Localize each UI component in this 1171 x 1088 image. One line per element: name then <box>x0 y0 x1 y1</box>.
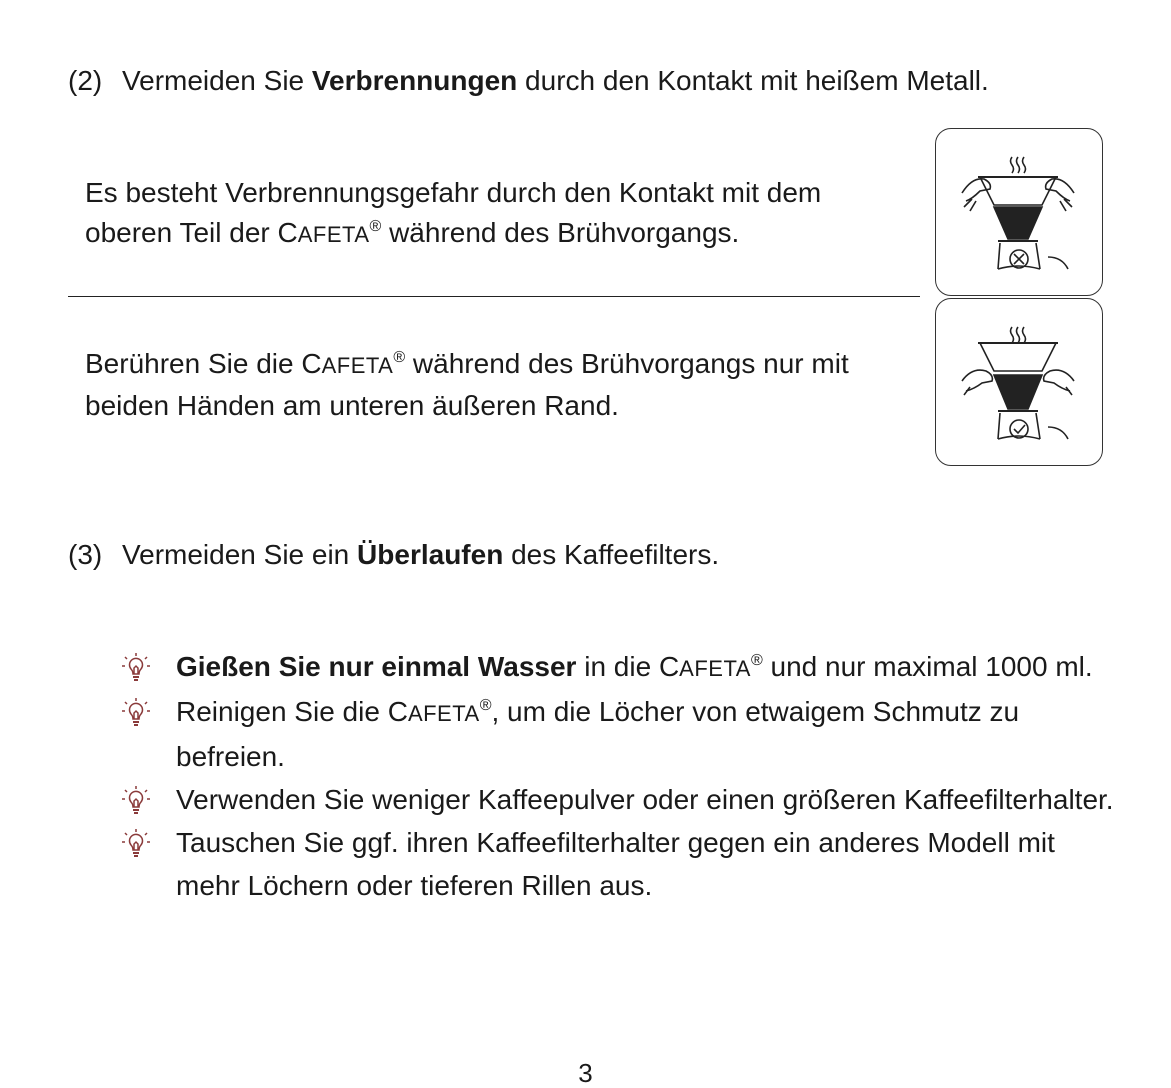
section-number: (3) <box>68 539 103 570</box>
overflow-tips-list <box>120 645 1120 907</box>
heading-text: Vermeiden Sie ein <box>122 539 358 570</box>
brand-name: CAFETA® <box>277 217 382 248</box>
brand-name: CAFETA® <box>387 696 492 727</box>
section-divider <box>68 296 920 297</box>
page-number: 3 <box>578 1058 593 1088</box>
instruction-text-start: Berühren Sie die <box>85 348 302 379</box>
wrong-grip-icon <box>935 128 1103 296</box>
tip-text: in die <box>576 651 659 682</box>
correct-grip-icon <box>935 298 1103 466</box>
instruction-text-end: während des Brühvorgangs nur mit beiden Händen am unteren äußeren Rand. <box>85 348 849 421</box>
heading-text-end: des Kaffeefilters. <box>503 539 720 570</box>
heading-emphasis: Verbrennungen <box>311 65 518 96</box>
tip-text-end: , um die Löcher von etwaigem Schmutz zu befreien. <box>176 696 1020 772</box>
tip-emphasis: Gießen Sie nur einmal Wasser <box>176 651 577 682</box>
tip-text-end: und nur maximal 1000 ml. <box>762 651 1093 682</box>
section-2-heading <box>68 64 989 98</box>
lightbulb-icon <box>120 784 152 816</box>
safe-handling-text <box>85 344 905 426</box>
section-number: (2) <box>68 65 103 96</box>
lightbulb-icon <box>120 696 152 728</box>
warning-text-end: während des Brühvorgangs. <box>381 217 740 248</box>
list-item <box>120 690 1120 778</box>
section-3-heading <box>68 538 719 572</box>
brand-name: CAFETA® <box>301 348 406 379</box>
list-item <box>120 645 1120 690</box>
warning-text-start: Es besteht Verbrennungsgefahr durch den Kontakt mit dem oberen Teil der <box>85 177 822 248</box>
heading-emphasis: Überlaufen <box>357 539 504 570</box>
tip-text: Verwenden Sie weniger Kaffeepulver oder einen größeren Kaffeefilterhalter. <box>176 784 1114 815</box>
list-item <box>120 821 1120 907</box>
brand-name: CAFETA® <box>658 651 763 682</box>
heading-text: Vermeiden Sie <box>122 65 312 96</box>
tip-text: Tauschen Sie ggf. ihren Kaffeefilterhalter gegen ein anderes Modell mit mehr Löchern oder tieferen Rillen aus. <box>176 827 1055 901</box>
list-item <box>120 778 1120 821</box>
lightbulb-icon <box>120 827 152 859</box>
tip-text: Reinigen Sie die <box>176 696 388 727</box>
burn-warning-text <box>85 173 905 255</box>
heading-text-end: durch den Kontakt mit heißem Metall. <box>517 65 989 96</box>
lightbulb-icon <box>120 651 152 683</box>
